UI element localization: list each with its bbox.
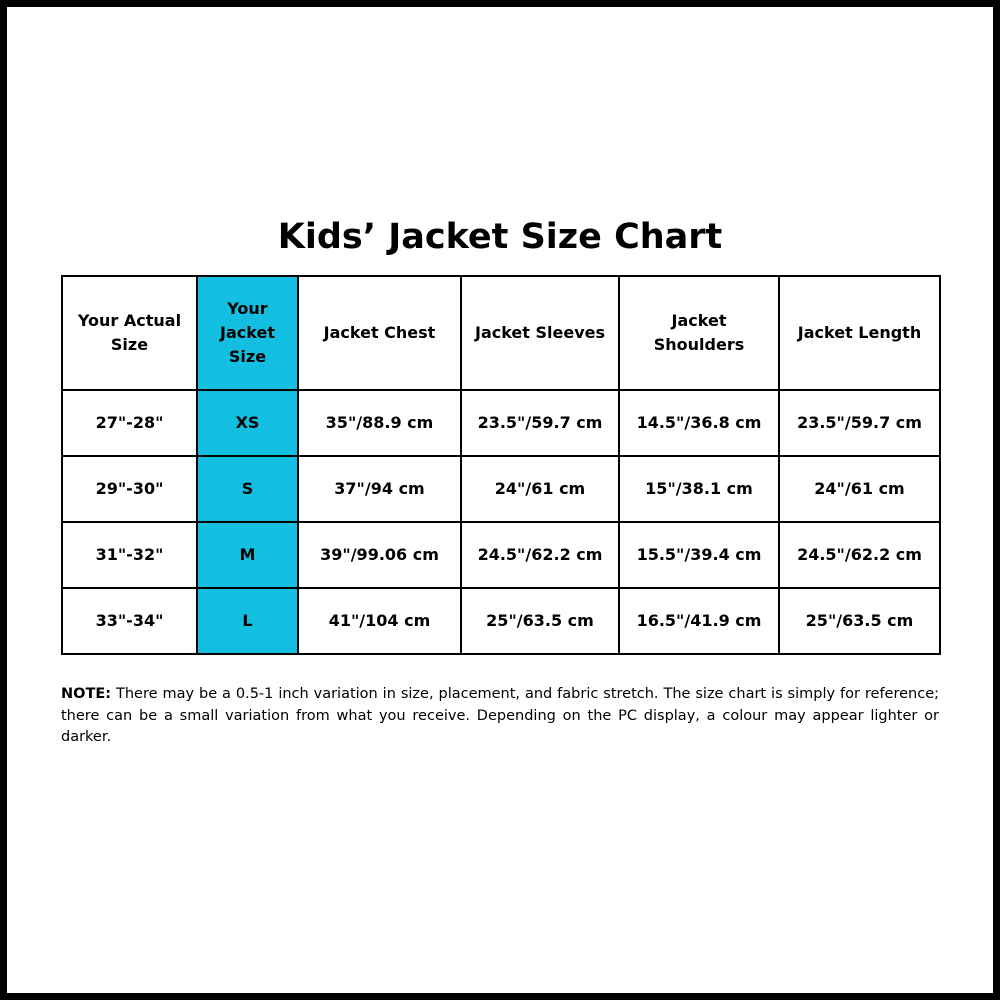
note-label: NOTE: (61, 686, 112, 702)
cell-jacket-chest: 35"/88.9 cm (298, 390, 461, 456)
cell-actual-size: 29"-30" (62, 456, 197, 522)
table-row (62, 522, 940, 588)
cell-jacket-size: L (197, 588, 298, 654)
cell-jacket-chest: 41"/104 cm (298, 588, 461, 654)
cell-jacket-shoulders: 14.5"/36.8 cm (619, 390, 779, 456)
cell-jacket-length: 24.5"/62.2 cm (779, 522, 940, 588)
header-row (62, 276, 940, 390)
cell-jacket-length: 24"/61 cm (779, 456, 940, 522)
header-jacket-length: Jacket Length (779, 276, 940, 390)
cell-jacket-length: 25"/63.5 cm (779, 588, 940, 654)
cell-jacket-sleeves: 24"/61 cm (461, 456, 619, 522)
size-note (61, 684, 939, 749)
header-jacket-chest: Jacket Chest (298, 276, 461, 390)
cell-jacket-shoulders: 15.5"/39.4 cm (619, 522, 779, 588)
size-table (61, 275, 941, 655)
note-text: There may be a 0.5-1 inch variation in size, placement, and fabric stretch. The size chart is simply for reference; there can be a small variation from what you receive. Depending on the PC display, a colour may appear lighter or darker. (61, 686, 939, 745)
table-row (62, 456, 940, 522)
header-jacket-size: Your Jacket Size (197, 276, 298, 390)
chart-title: Kids’ Jacket Size Chart (277, 217, 723, 257)
cell-jacket-size: M (197, 522, 298, 588)
cell-jacket-length: 23.5"/59.7 cm (779, 390, 940, 456)
cell-jacket-shoulders: 15"/38.1 cm (619, 456, 779, 522)
header-jacket-shoulders: Jacket Shoulders (619, 276, 779, 390)
cell-jacket-sleeves: 24.5"/62.2 cm (461, 522, 619, 588)
cell-jacket-chest: 39"/99.06 cm (298, 522, 461, 588)
cell-jacket-chest: 37"/94 cm (298, 456, 461, 522)
cell-jacket-size: S (197, 456, 298, 522)
cell-actual-size: 31"-32" (62, 522, 197, 588)
cell-actual-size: 33"-34" (62, 588, 197, 654)
cell-jacket-shoulders: 16.5"/41.9 cm (619, 588, 779, 654)
table-row (62, 390, 940, 456)
cell-jacket-sleeves: 25"/63.5 cm (461, 588, 619, 654)
cell-jacket-size: XS (197, 390, 298, 456)
header-jacket-sleeves: Jacket Sleeves (461, 276, 619, 390)
cell-actual-size: 27"-28" (62, 390, 197, 456)
table-row (62, 588, 940, 654)
cell-jacket-sleeves: 23.5"/59.7 cm (461, 390, 619, 456)
header-actual-size: Your Actual Size (62, 276, 197, 390)
